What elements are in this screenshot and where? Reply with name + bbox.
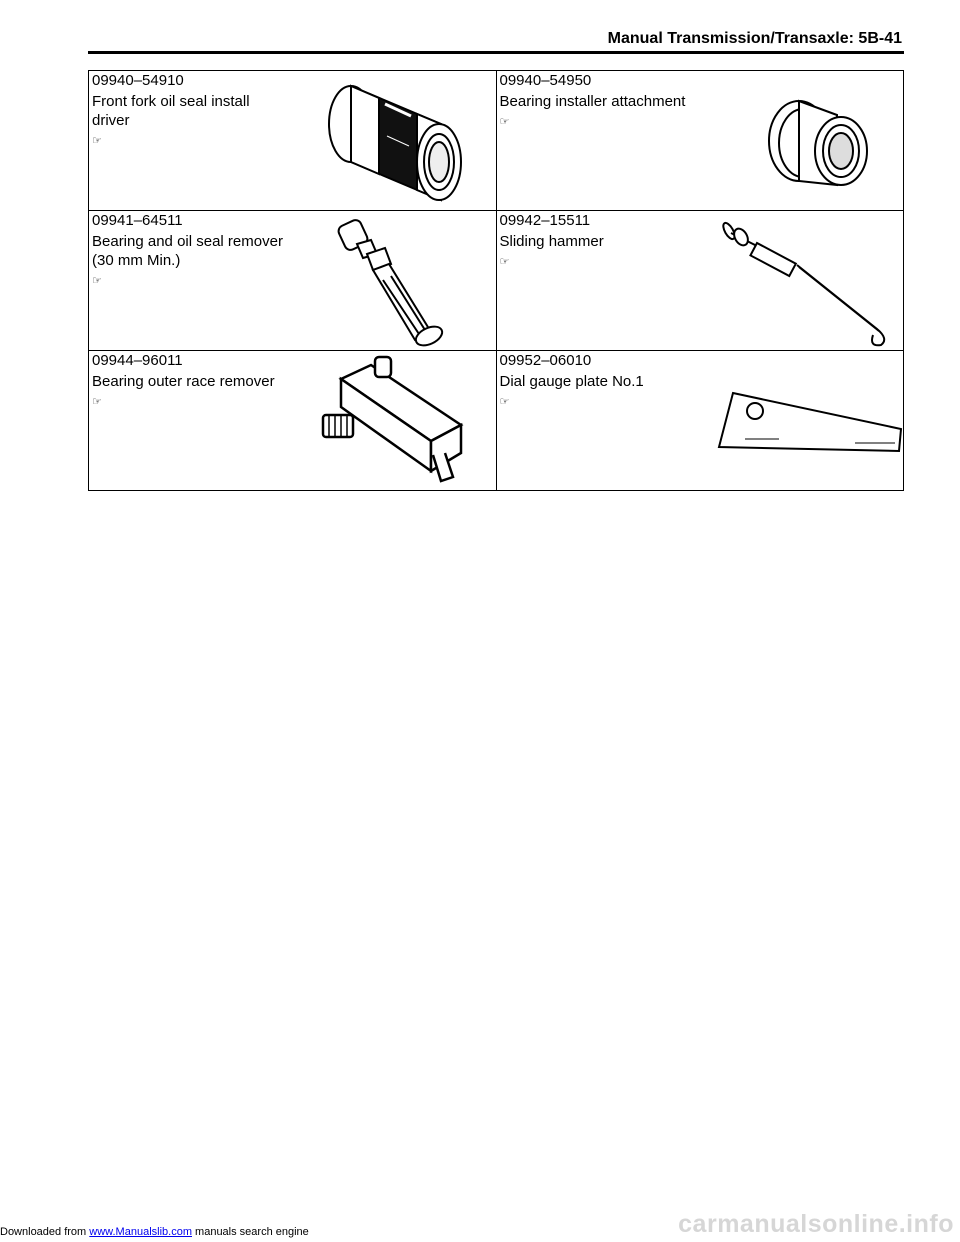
sliding-hammer-illustration	[717, 217, 907, 347]
reference-hand-icon: ☞	[92, 135, 102, 147]
dial-gauge-plate-illustration	[715, 389, 905, 459]
tool-part-number: 09940–54950	[499, 72, 592, 89]
tool-name: Front fork oil seal install driver	[92, 93, 250, 129]
reference-hand-icon: ☞	[92, 275, 102, 287]
reference-hand-icon: ☞	[92, 396, 102, 408]
header-rule	[88, 51, 904, 54]
outer-race-remover-illustration	[321, 355, 471, 487]
tool-part-number: 09944–96011	[92, 352, 183, 369]
tool-cell	[89, 71, 497, 211]
tool-name: Bearing installer attachment	[499, 93, 686, 110]
bearing-installer-attachment-illustration	[759, 93, 879, 193]
tool-cell	[89, 211, 497, 351]
reference-hand-icon: ☞	[499, 396, 510, 408]
tool-cell	[89, 351, 497, 491]
tool-name: Dial gauge plate No.1	[499, 373, 644, 390]
manualslib-link[interactable]: www.Manualslib.com	[89, 1226, 192, 1238]
tool-part-number: 09941–64511	[92, 212, 183, 229]
bearing-oil-seal-remover-illustration	[329, 214, 459, 349]
watermark: carmanualsonline.info	[678, 1210, 954, 1238]
tool-part-number: 09942–15511	[499, 212, 591, 229]
tool-name: Sliding hammer	[499, 233, 604, 250]
reference-hand-icon: ☞	[499, 116, 510, 128]
footer-prefix: Downloaded from	[0, 1226, 90, 1238]
download-footer	[0, 1226, 309, 1238]
special-tools-table	[88, 70, 904, 491]
footer-suffix: manuals search engine	[191, 1226, 309, 1238]
page-header-title: Manual Transmission/Transaxle: 5B-41	[607, 30, 902, 47]
reference-hand-icon: ☞	[499, 256, 510, 268]
tool-cell	[496, 351, 904, 491]
table-row	[89, 71, 904, 211]
fork-oil-seal-driver-illustration	[321, 76, 471, 206]
tool-name: Bearing and oil seal remover (30 mm Min.)	[92, 233, 283, 269]
table-row	[89, 211, 904, 351]
tool-part-number: 09952–06010	[499, 352, 592, 369]
tool-cell	[496, 211, 904, 351]
tool-part-number: 09940–54910	[92, 72, 184, 89]
tool-cell	[496, 71, 904, 211]
table-row	[89, 351, 904, 491]
tool-name: Bearing outer race remover	[92, 373, 275, 390]
